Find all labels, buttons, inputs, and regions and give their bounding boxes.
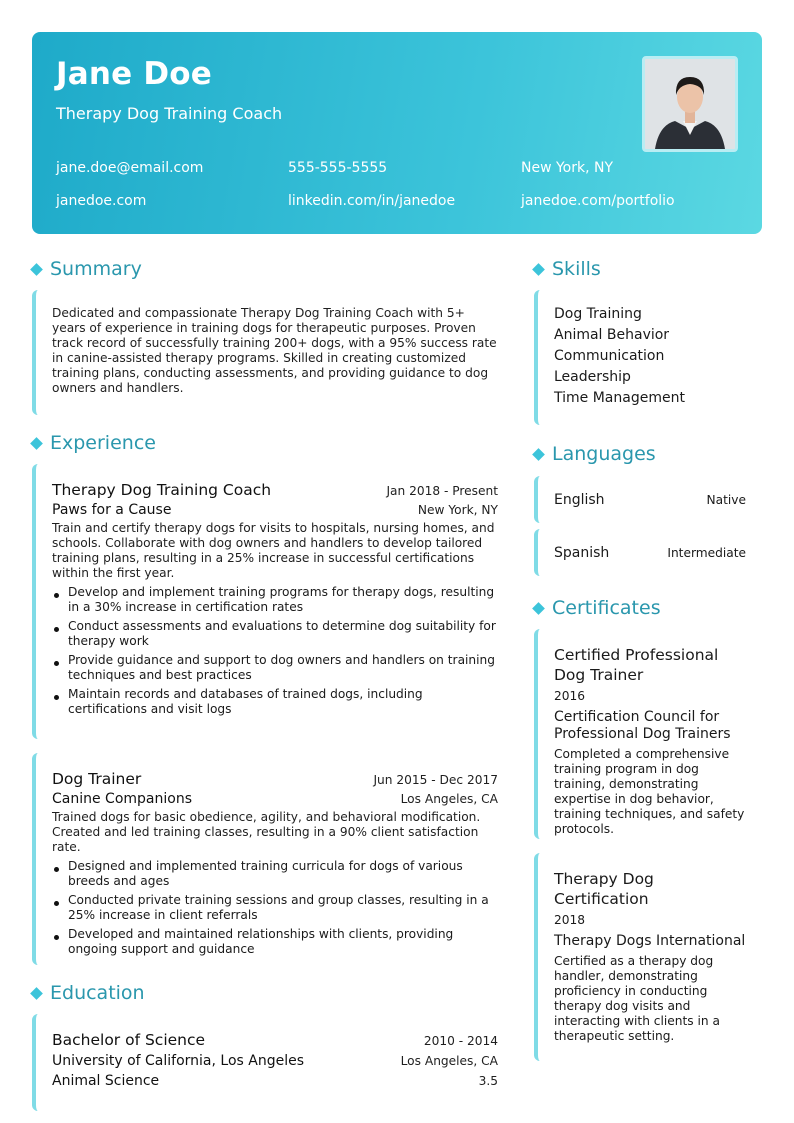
job-location: Los Angeles, CA <box>400 792 498 806</box>
skills-block <box>534 290 762 425</box>
certificate-entry <box>534 629 762 839</box>
certificate-issuer: Therapy Dogs International <box>554 933 746 949</box>
profile-photo <box>642 56 738 152</box>
certificate-description: Certified as a therapy dog handler, demonstrating proficiency in conducting therapy dog visits and interacting with clients in a therapeutic setting. <box>554 954 720 1043</box>
candidate-name: Jane Doe <box>56 56 212 92</box>
phone-text: 555-555-5555 <box>288 160 388 176</box>
certificate-title: Therapy Dog Certification <box>554 870 654 908</box>
resume-header <box>32 32 762 234</box>
job-location: New York, NY <box>417 503 498 517</box>
job-description: Trained dogs for basic obedience, agility, and behavioral modification. Created and led training classes, resulting in a 90% client satisfaction rate. <box>52 810 481 854</box>
job-entry <box>32 464 498 739</box>
degree: Bachelor of Science <box>52 1031 206 1049</box>
field-of-study: Animal Science <box>52 1073 160 1089</box>
email-link[interactable]: jane.doe@email.com <box>56 160 204 176</box>
diamond-icon <box>532 263 545 276</box>
diamond-icon <box>532 448 545 461</box>
job-title: Therapy Dog Training Coach <box>52 481 272 499</box>
job-date: Jun 2015 - Dec 2017 <box>373 773 498 787</box>
summary-heading: Summary <box>30 258 142 280</box>
skill-item: Communication <box>554 348 665 364</box>
education-date: 2010 - 2014 <box>423 1034 498 1048</box>
language-entry <box>534 529 762 576</box>
job-bullets <box>52 859 498 957</box>
language-entry <box>534 476 762 523</box>
certificate-title: Certified Professional Dog Trainer <box>554 646 719 684</box>
language-name: English <box>554 491 605 508</box>
job-title: Dog Trainer <box>52 770 142 788</box>
certificate-year: 2016 <box>554 689 586 703</box>
certificate-year: 2018 <box>554 913 586 927</box>
summary-block <box>32 290 498 415</box>
job-entry <box>32 753 498 965</box>
language-level: Intermediate <box>667 545 746 560</box>
skills-heading: Skills <box>532 258 601 280</box>
education-location: Los Angeles, CA <box>400 1054 498 1068</box>
person-avatar-icon <box>645 59 735 149</box>
list-item: Maintain records and databases of trained dogs, including certifications and visit logs <box>52 687 498 717</box>
education-entry <box>32 1014 498 1111</box>
list-item: Provide guidance and support to dog owners and handlers on training techniques and best practices <box>52 653 498 683</box>
job-bullets <box>52 585 498 717</box>
summary-text: Dedicated and compassionate Therapy Dog Training Coach with 5+ years of experience in training dogs for therapeutic purposes. Proven track record of successfully training 200+ dogs, with a 95% success rate in canine-assisted therapy programs. Skilled in creating customized training plans, conducting assessments, and providing guidance to dog owners and handlers. <box>52 306 497 395</box>
language-name: Spanish <box>554 544 610 561</box>
certificates-heading: Certificates <box>532 597 661 619</box>
job-company: Canine Companions <box>52 791 192 807</box>
candidate-role: Therapy Dog Training Coach <box>56 104 283 123</box>
gpa: 3.5 <box>478 1074 498 1088</box>
language-level: Native <box>706 492 746 507</box>
diamond-icon <box>532 602 545 615</box>
education-heading: Education <box>30 982 145 1004</box>
linkedin-link[interactable]: linkedin.com/in/janedoe <box>288 193 456 209</box>
job-description: Train and certify therapy dogs for visits to hospitals, nursing homes, and schools. Collaborate with dog owners and handlers to develop tailored training plans, resulting in a 25% increase in successful certifications within the first year. <box>52 521 495 580</box>
job-date: Jan 2018 - Present <box>386 484 498 498</box>
diamond-icon <box>30 987 43 1000</box>
skill-item: Animal Behavior <box>554 327 670 343</box>
portfolio-link[interactable]: janedoe.com/portfolio <box>521 193 675 209</box>
list-item: Conducted private training sessions and group classes, resulting in a 25% increase in client referrals <box>52 893 498 923</box>
list-item: Develop and implement training programs for therapy dogs, resulting in a 30% increase in certification rates <box>52 585 498 615</box>
list-item: Developed and maintained relationships with clients, providing ongoing support and guidance <box>52 927 498 957</box>
website-link[interactable]: janedoe.com <box>56 193 147 209</box>
certificate-issuer: Certification Council for Professional Dog Trainers <box>554 709 731 742</box>
location-text: New York, NY <box>521 160 614 176</box>
certificate-description: Completed a comprehensive training program in dog training, demonstrating expertise in dog behavior, training techniques, and safety protocols. <box>554 747 745 836</box>
skill-item: Time Management <box>554 390 685 406</box>
certificate-entry <box>534 853 762 1061</box>
diamond-icon <box>30 263 43 276</box>
diamond-icon <box>30 437 43 450</box>
languages-heading: Languages <box>532 443 656 465</box>
skill-item: Leadership <box>554 369 631 385</box>
list-item: Designed and implemented training curricula for dogs of various breeds and ages <box>52 859 498 889</box>
experience-heading: Experience <box>30 432 156 454</box>
school: University of California, Los Angeles <box>52 1053 305 1069</box>
skill-item: Dog Training <box>554 306 642 322</box>
list-item: Conduct assessments and evaluations to determine dog suitability for therapy work <box>52 619 498 649</box>
job-company: Paws for a Cause <box>52 502 172 518</box>
